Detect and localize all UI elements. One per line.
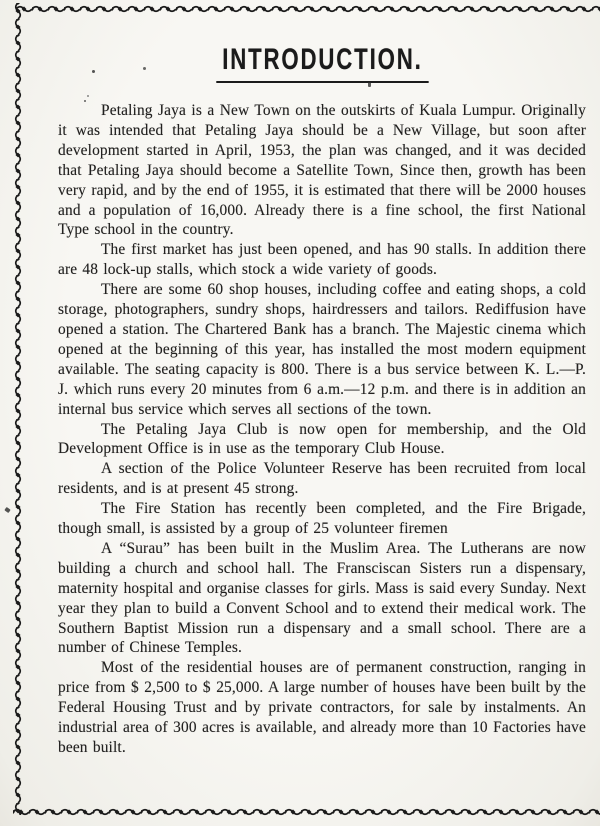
paragraph: There are some 60 shop houses, including coffee and eating shops, a cold storage, photographers, sundry shops, hairdressers and tailors. Rediffusion have opened a station. The Chartered Bank has a branch. The Majestic cinema which opened at the beginning of this year, has installed the most modern equipment available. The seating capacity is 800. There is a bus service between K. L.—P. J. which runs every 20 minutes from 6 a.m.—12 p.m. and there is in addition an internal bus service which serves all sections of the town.	[58, 281, 586, 418]
scan-speckle	[4, 507, 10, 513]
paragraph: Most of the residential houses are of permanent construction, ranging in price from $ 2,500 to $ 25,000. A large number of houses have been built by the Federal Housing Trust and by private contractors, for sale by instalments. An industrial area of 300 acres is available, and already more than 10 Factories have been built.	[58, 659, 586, 756]
paragraph: The first market has just been opened, and has 90 stalls. In addition there are 48 lock-up stalls, which stock a wide variety of goods.	[58, 241, 586, 279]
paragraph: Petaling Jaya is a New Town on the outskirts of Kuala Lumpur. Originally it was intended that Petaling Jaya should be a New Village, but soon after development started in April, 1953, the plan was changed, and it was decided that Petaling Jaya should become a Satellite Town, Since then, growth has been very rapid, and by the end of 1955, it is estimated that there will be 2000 houses and a population of 16,000. Already there is a fine school, the first National Type school in the country.	[58, 102, 586, 239]
document-content	[58, 40, 586, 758]
scan-speckle	[143, 67, 146, 70]
decorative-border-left-icon	[12, 3, 24, 815]
scan-speckle	[87, 95, 89, 97]
paragraph: A section of the Police Volunteer Reserve has been recruited from local residents, and is at present 45 strong.	[58, 460, 586, 498]
paragraph: A “Surau” has been built in the Muslim Area. The Lutherans are now building a church and school hall. The Fransciscan Sisters run a dispensary, maternity hospital and organise classes for girls. Mass is said every Sunday. Next year they plan to build a Convent School and to extend their medical work. The Southern Baptist Mission run a dispensary and a small school. There are a number of Chinese Temples.	[58, 539, 586, 657]
scan-speckle	[84, 100, 86, 102]
page-title	[58, 40, 586, 86]
scan-speckle	[92, 70, 95, 73]
decorative-border-top-icon	[16, 3, 600, 15]
paragraph: The Fire Station has recently been completed, and the Fire Brigade, though small, is assisted by a group of 25 volunteer firemen	[58, 500, 586, 538]
document-body	[58, 101, 586, 758]
scan-speckle	[368, 82, 371, 87]
paragraph: The Petaling Jaya Club is now open for membership, and the Old Development Office is in use as the temporary Club House.	[58, 420, 586, 458]
page-title-text: INTRODUCTION.	[216, 43, 428, 83]
decorative-border-bottom-icon	[13, 806, 600, 818]
